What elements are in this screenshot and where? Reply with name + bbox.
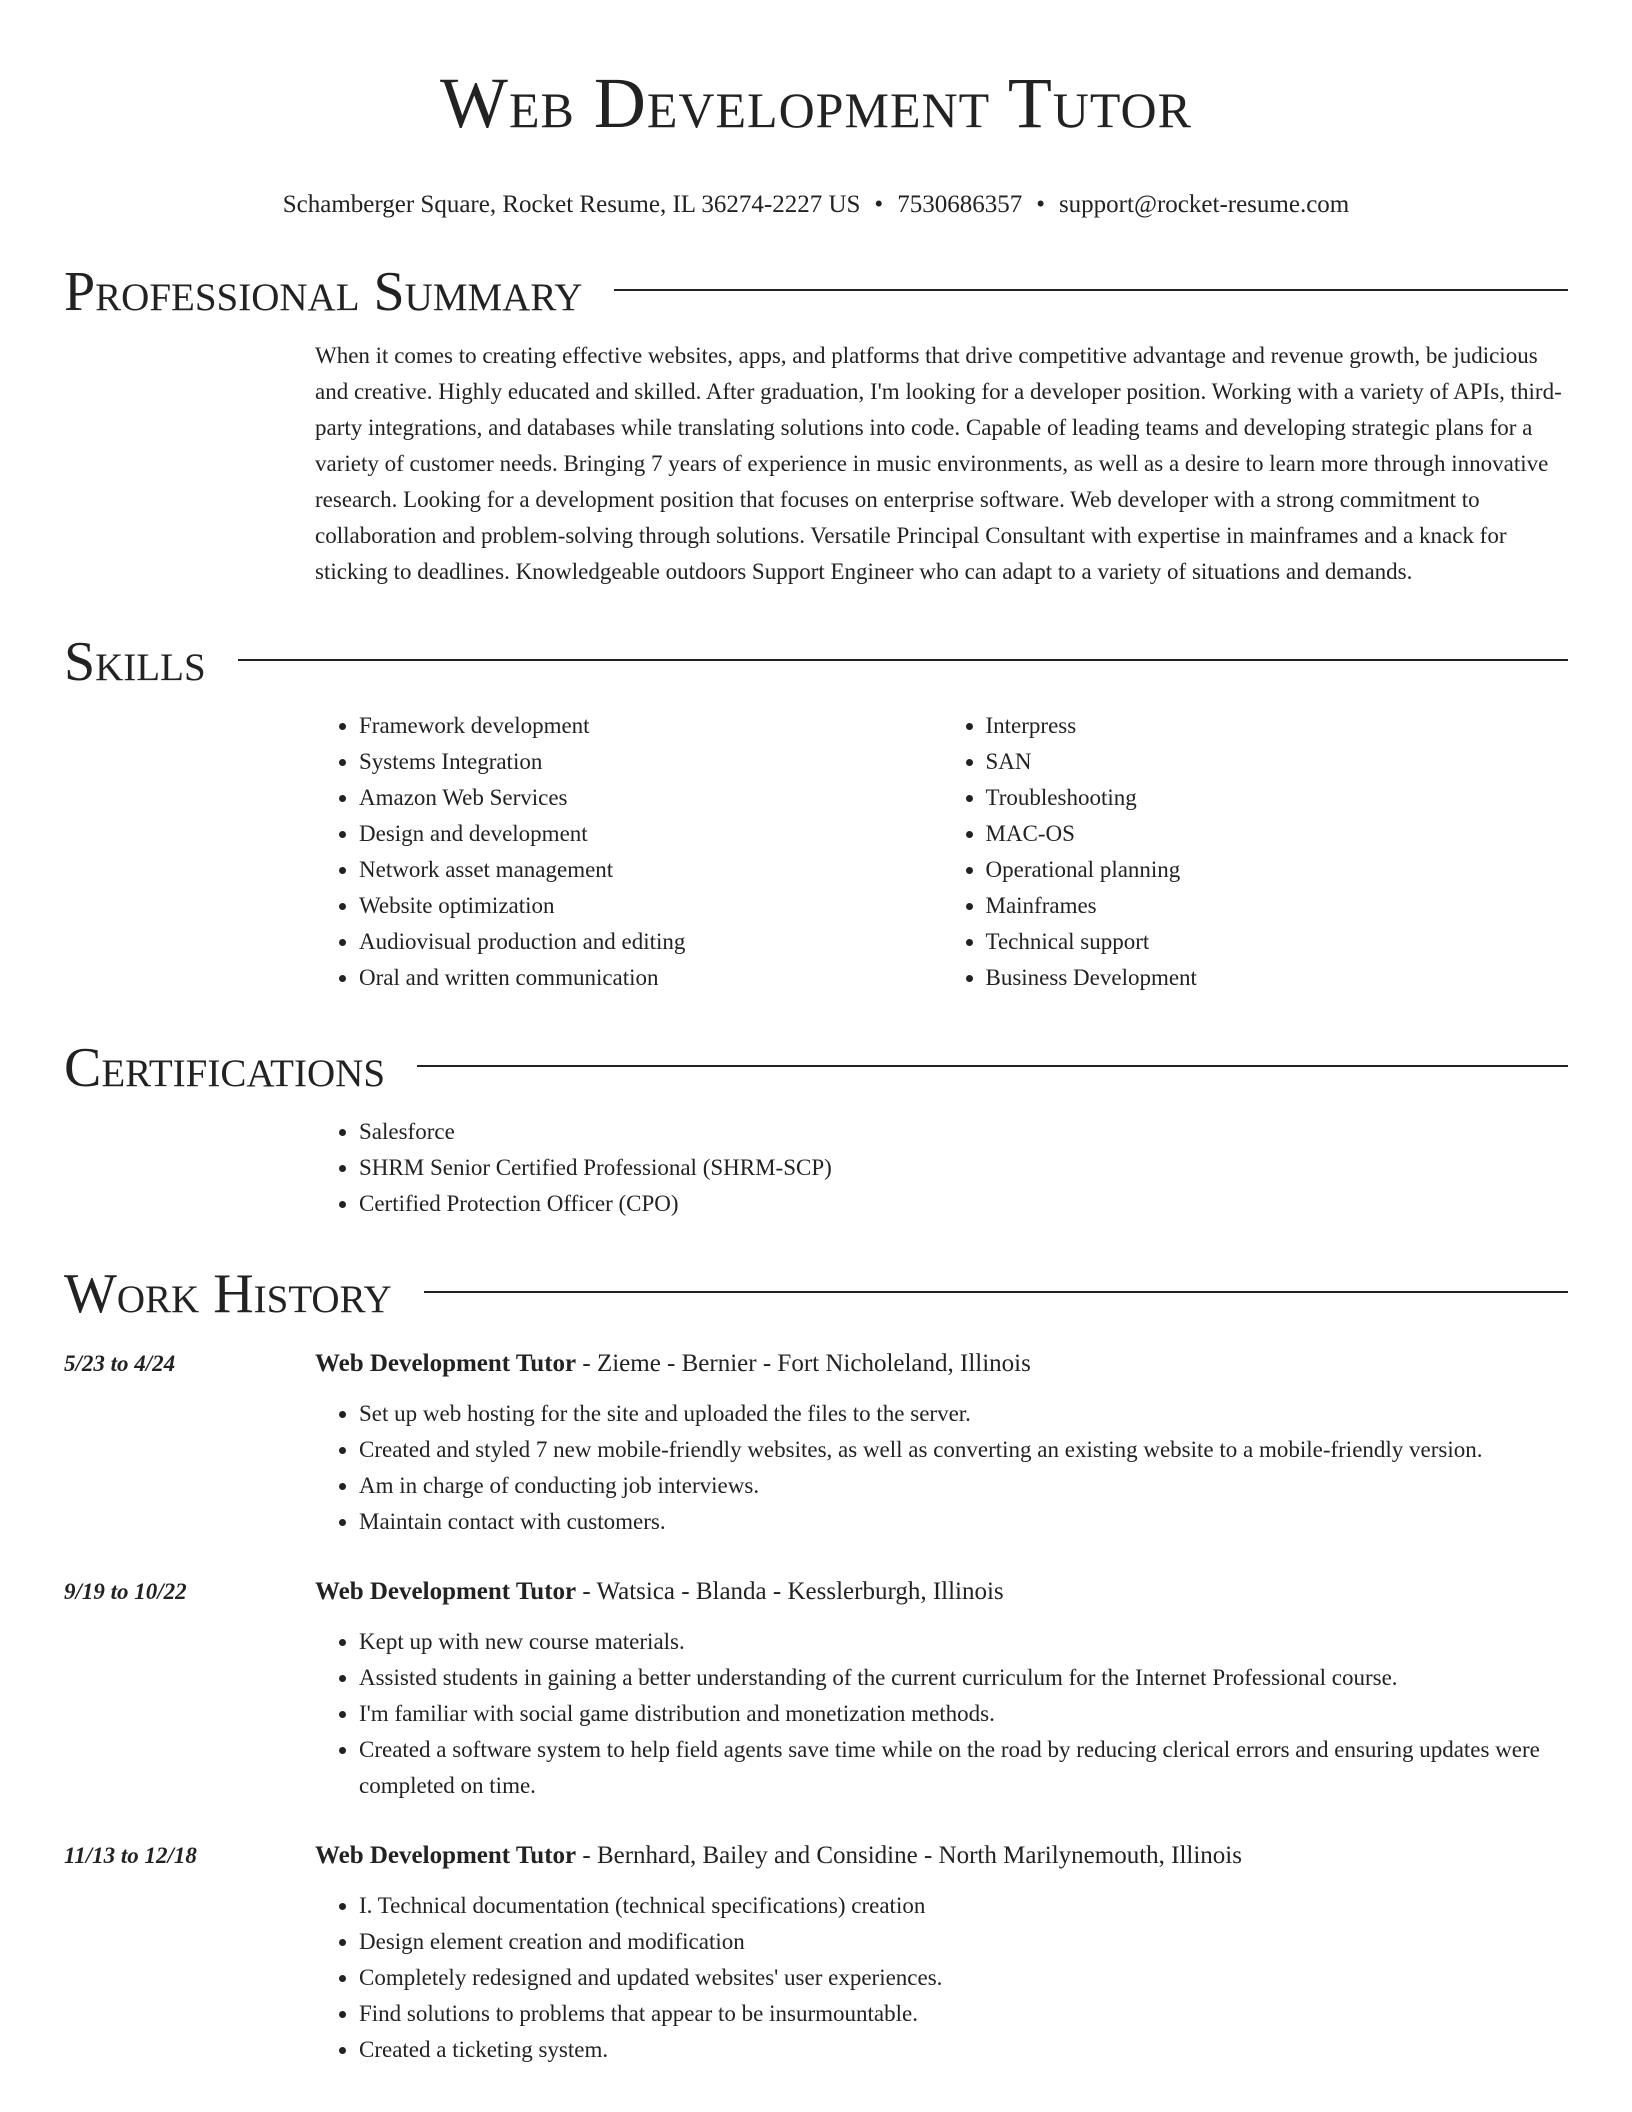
- certifications-heading: Certifications: [64, 1037, 386, 1099]
- skill-item: • Website optimization: [359, 888, 942, 924]
- summary-heading: Professional Summary: [64, 261, 583, 323]
- certifications-section: [315, 1114, 1568, 1222]
- job-dates: 9/19 to 10/22: [64, 1579, 187, 1604]
- section-divider: [417, 1065, 1568, 1067]
- job-bullet: • Assisted students in gaining a better understanding of the current curriculum for the Internet Professional course.: [359, 1660, 1568, 1696]
- job-entry: [64, 1346, 1568, 1540]
- certification-item: • Salesforce: [359, 1114, 1568, 1150]
- summary-text: When it comes to creating effective websites, apps, and platforms that drive competitive advantage and revenue growth, be judicious and creative. Highly educated and skilled. After graduation, I'm looking for a developer position. Working with a variety of APIs, third-party integrations, and databases while translating solutions into code. Capable of leading teams and developing strategic plans for a variety of customer needs. Bringing 7 years of experience in music environments, as well as a desire to learn more through innovative research. Looking for a development position that focuses on enterprise software. Web developer with a strong commitment to collaboration and problem-solving through solutions. Versatile Principal Consultant with expertise in mainframes and a knack for sticking to deadlines. Knowledgeable outdoors Support Engineer who can adapt to a variety of situations and demands.: [315, 343, 1562, 584]
- job-entry: [64, 1838, 1568, 2068]
- job-details: [315, 1574, 1568, 1804]
- job-entry: [64, 1574, 1568, 1804]
- job-bullet: • Am in charge of conducting job interviews.: [359, 1468, 1568, 1504]
- contact-email: support@rocket-resume.com: [1058, 191, 1350, 218]
- job-bullet: • Created and styled 7 new mobile-friendly websites, as well as converting an existing website to a mobile-friendly version.: [359, 1432, 1568, 1468]
- job-details: [315, 1838, 1568, 2068]
- job-bullet: • Set up web hosting for the site and uploaded the files to the server.: [359, 1396, 1568, 1432]
- job-employer: - Zieme - Bernier - Fort Nicholeland, Illinois: [576, 1350, 1031, 1377]
- skill-item: • Audiovisual production and editing: [359, 924, 942, 960]
- summary-section: [315, 338, 1568, 590]
- job-bullet: • Kept up with new course materials.: [359, 1624, 1568, 1660]
- job-bullets: [315, 1624, 1568, 1804]
- job-bullets: [315, 1888, 1568, 2068]
- skills-heading: Skills: [64, 631, 206, 693]
- contact-address: Schamberger Square, Rocket Resume, IL 36274-2227 US: [282, 191, 861, 218]
- job-bullet: • Find solutions to problems that appear to be insurmountable.: [359, 1996, 1568, 2032]
- job-role: Web Development Tutor: [315, 1842, 577, 1869]
- section-divider: [238, 659, 1568, 661]
- job-dates: 5/23 to 4/24: [64, 1351, 176, 1376]
- skill-item: • Technical support: [986, 924, 1569, 960]
- work-history-heading: Work History: [64, 1263, 392, 1325]
- skill-item: • Oral and written communication: [359, 960, 942, 996]
- work-history-section-header: [64, 1262, 1568, 1326]
- summary-section-header: [64, 260, 1568, 324]
- contact-separator: •: [1036, 191, 1045, 218]
- skill-item: • Troubleshooting: [986, 780, 1569, 816]
- job-title-line: [315, 1574, 1568, 1610]
- job-dates: 11/13 to 12/18: [64, 1843, 197, 1868]
- skills-section: [315, 708, 1568, 996]
- skill-item: • Mainframes: [986, 888, 1569, 924]
- job-bullet: • I. Technical documentation (technical specifications) creation: [359, 1888, 1568, 1924]
- certification-item: • SHRM Senior Certified Professional (SHRM-SCP): [359, 1150, 1568, 1186]
- job-bullet: • I'm familiar with social game distribution and monetization methods.: [359, 1696, 1568, 1732]
- skill-item: • Operational planning: [986, 852, 1569, 888]
- job-employer: - Watsica - Blanda - Kesslerburgh, Illinois: [576, 1578, 1004, 1605]
- skill-item: • Systems Integration: [359, 744, 942, 780]
- contact-separator: •: [874, 191, 884, 218]
- job-details: [315, 1346, 1568, 1540]
- job-role: Web Development Tutor: [315, 1578, 577, 1605]
- job-title-line: [315, 1838, 1568, 1874]
- certifications-section-header: [64, 1036, 1568, 1100]
- skill-item: • Framework development: [359, 708, 942, 744]
- skills-list-left: [315, 708, 942, 996]
- section-divider: [614, 289, 1568, 291]
- job-bullet: • Completely redesigned and updated websites' user experiences.: [359, 1960, 1568, 1996]
- skill-item: • MAC-OS: [986, 816, 1569, 852]
- job-employer: - Bernhard, Bailey and Considine - North Marilynemouth, Illinois: [576, 1842, 1242, 1869]
- contact-line: [64, 190, 1568, 220]
- skill-item: • Interpress: [986, 708, 1569, 744]
- job-role: Web Development Tutor: [315, 1350, 577, 1377]
- job-bullet: • Design element creation and modification: [359, 1924, 1568, 1960]
- skill-item: • SAN: [986, 744, 1569, 780]
- certifications-list: [315, 1114, 1568, 1222]
- skill-item: • Design and development: [359, 816, 942, 852]
- job-title-line: [315, 1346, 1568, 1382]
- skills-list-right: [942, 708, 1569, 996]
- job-bullets: [315, 1396, 1568, 1540]
- skill-item: • Amazon Web Services: [359, 780, 942, 816]
- section-divider: [424, 1291, 1568, 1293]
- skills-section-header: [64, 630, 1568, 694]
- job-bullet: • Created a software system to help field agents save time while on the road by reducing clerical errors and ensuring updates were completed on time.: [359, 1732, 1568, 1804]
- skill-item: • Business Development: [986, 960, 1569, 996]
- skill-item: • Network asset management: [359, 852, 942, 888]
- job-bullet: • Created a ticketing system.: [359, 2032, 1568, 2068]
- job-bullet: • Maintain contact with customers.: [359, 1504, 1568, 1540]
- contact-phone: 7530686357: [897, 191, 1023, 218]
- certification-item: • Certified Protection Officer (CPO): [359, 1186, 1568, 1222]
- resume-title: Web Development Tutor: [439, 63, 1193, 143]
